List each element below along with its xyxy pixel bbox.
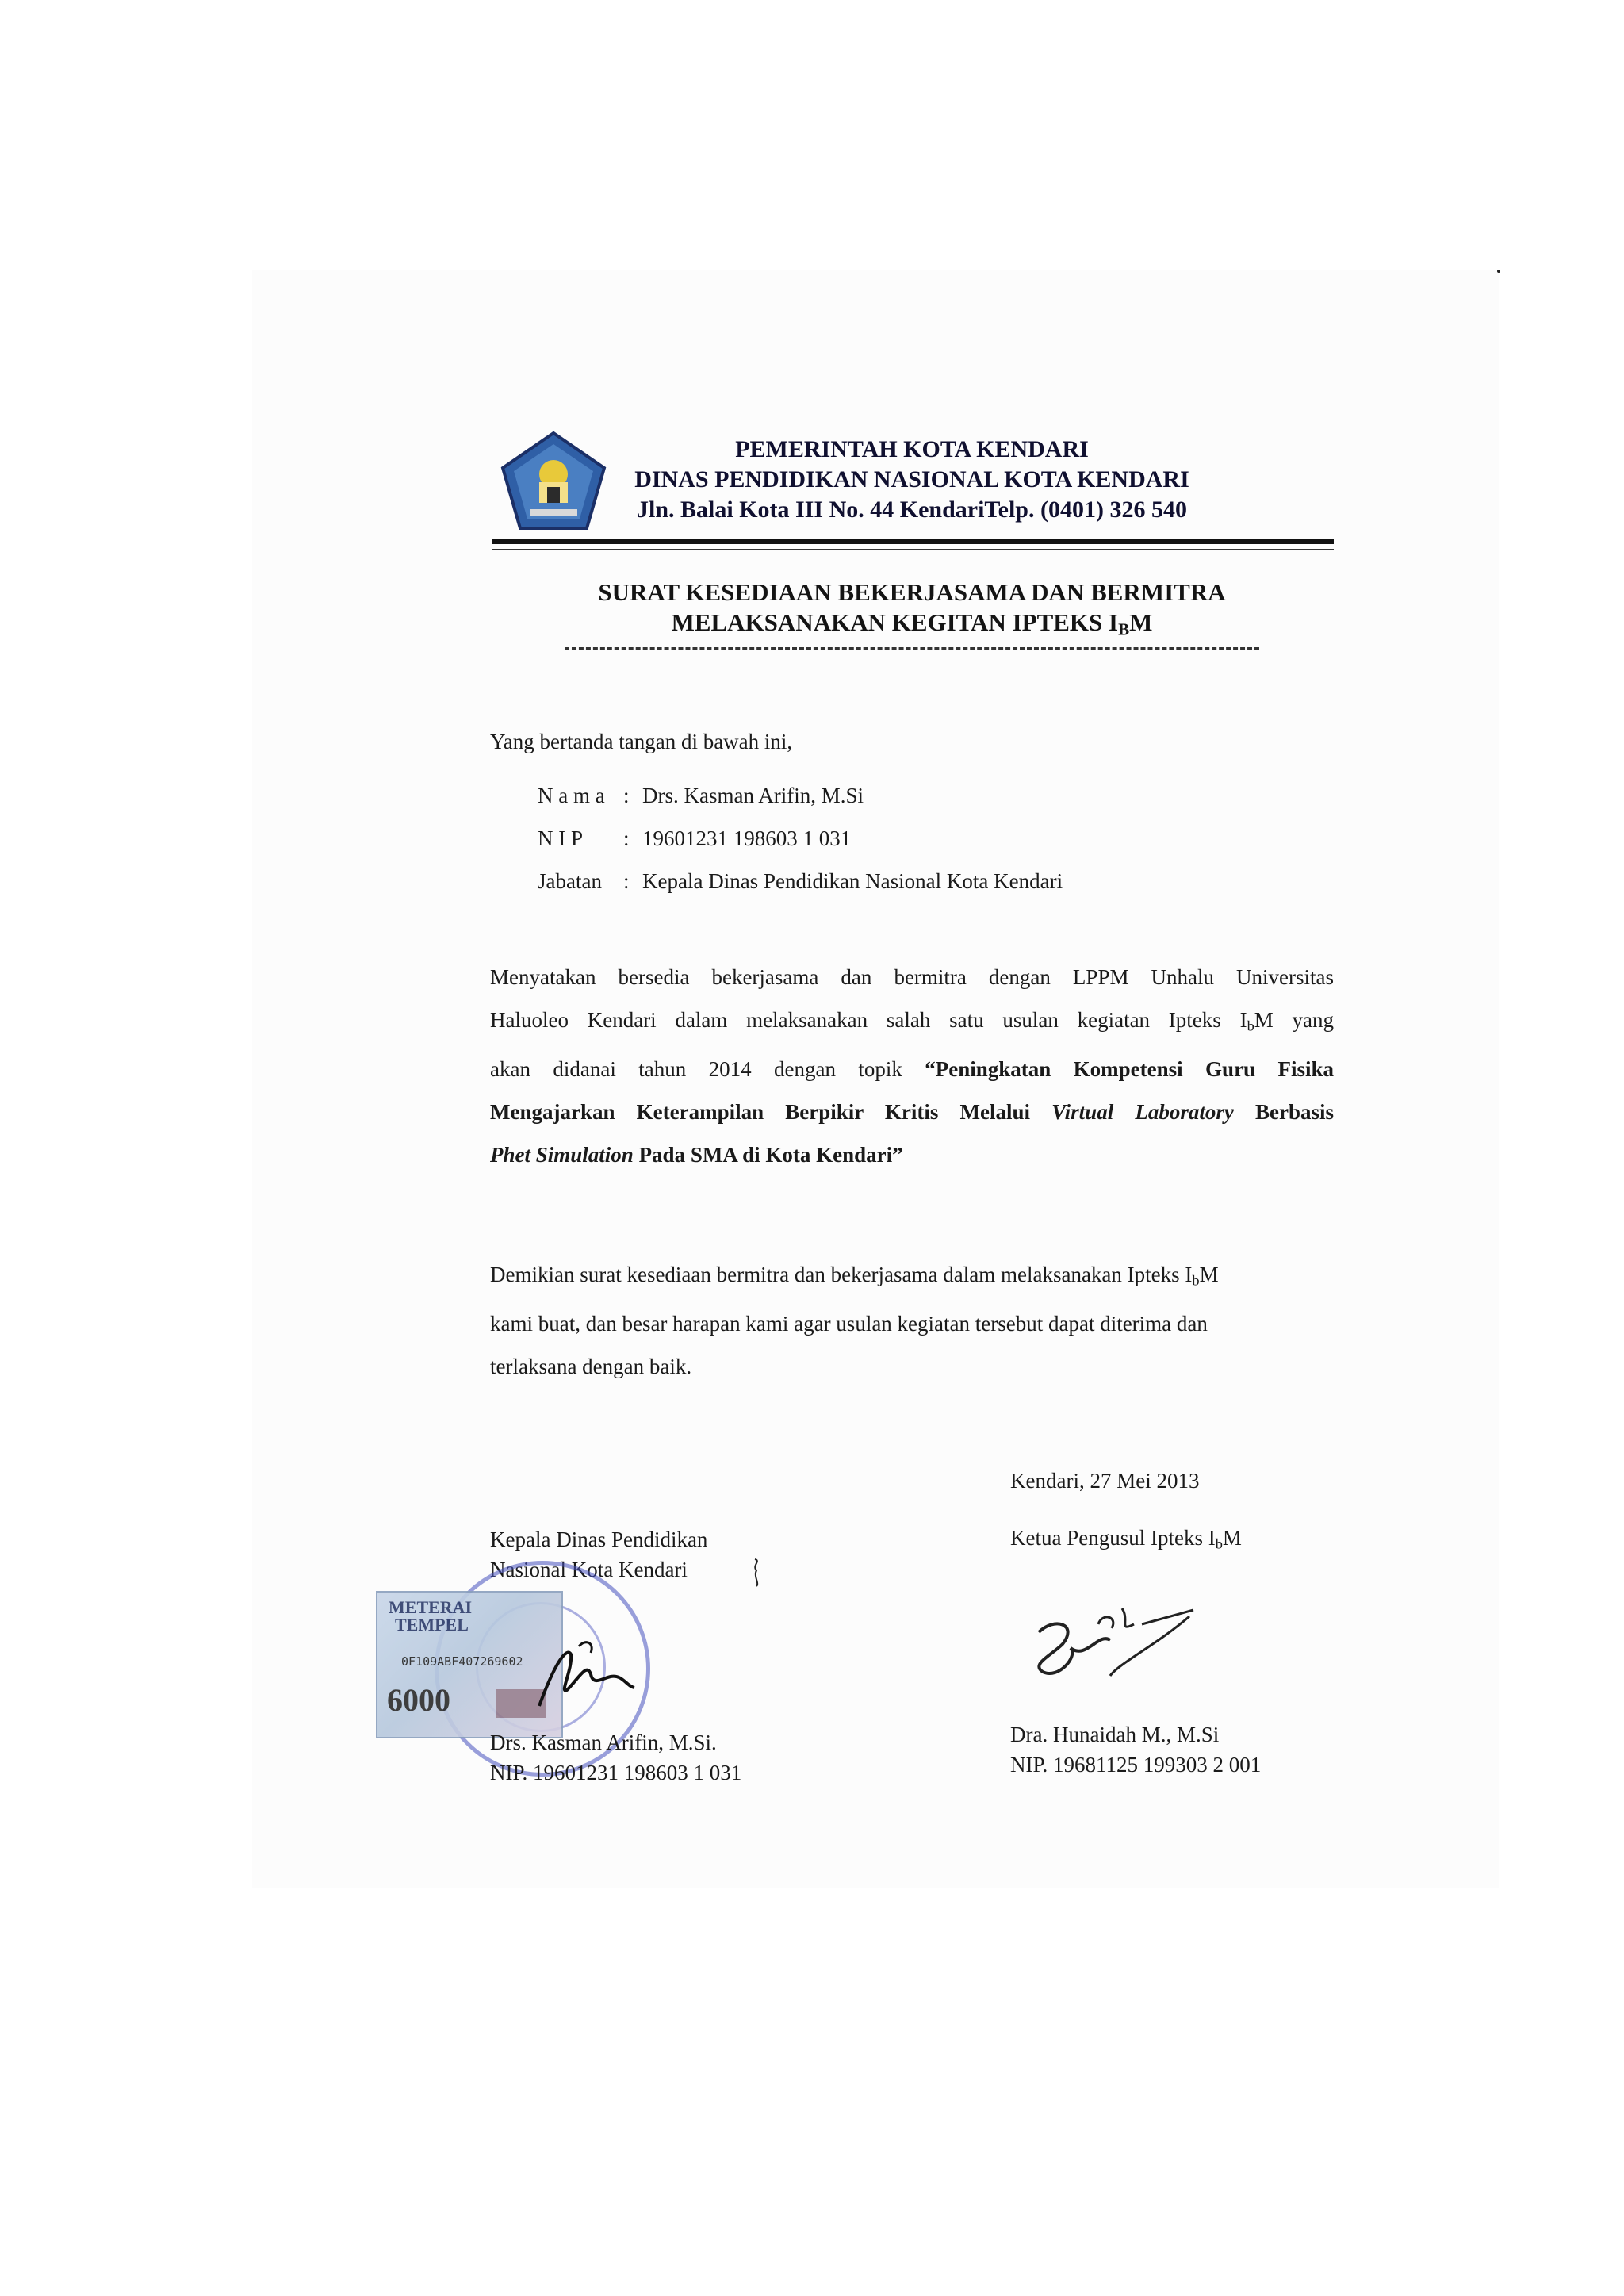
statement-line-2 (490, 999, 1334, 1048)
signatory-left-line-2: Nasional Kota Kendari (490, 1558, 688, 1581)
signatory-right-role (1010, 1523, 1242, 1559)
signature-left (523, 1631, 642, 1718)
statement-paragraph (490, 956, 1334, 1176)
revenue-stamp-code: 0F109ABF407269602 (401, 1654, 523, 1669)
field-row-jabatan (538, 860, 1063, 903)
letterhead-rule-thin (492, 549, 1334, 550)
closing-paragraph (490, 1253, 1334, 1388)
ibm-m: M (1199, 1263, 1219, 1286)
signatory-right-name: Dra. Hunaidah M., M.Si (1010, 1723, 1220, 1746)
statement-line-3 (490, 1048, 1334, 1091)
field-value: Kepala Dinas Pendidikan Nasional Kota Kendari (642, 868, 1063, 893)
statement-text: akan didanai tahun 2014 dengan topik (490, 1056, 925, 1081)
intro-text: Yang bertanda tangan di bawah ini, (490, 730, 793, 753)
field-colon: : (623, 826, 630, 850)
revenue-stamp-label-2: TEMPEL (395, 1615, 469, 1635)
letter-title (508, 577, 1316, 644)
letterhead-rule (492, 539, 1334, 544)
title-line-2-end: M (1129, 608, 1153, 636)
field-colon: : (623, 868, 630, 893)
signatory-left-name: Drs. Kasman Arifin, M.Si. (490, 1731, 717, 1754)
statement-line-4 (490, 1091, 1334, 1133)
field-colon: : (623, 783, 630, 807)
kota-kendari-emblem-icon (498, 430, 609, 533)
letterhead-address: Jln. Balai Kota III No. 44 KendariTelp. (0401) 326 540 (637, 496, 1187, 523)
letter-date: Kendari, 27 Mei 2013 (1010, 1469, 1200, 1493)
ibm-sub: b (1247, 1018, 1254, 1034)
field-row-nip (538, 817, 1063, 860)
signatory-right-name-block (1010, 1719, 1261, 1780)
statement-line-1: Menyatakan bersedia bekerjasama dan bermitra dengan LPPM Unhalu Universitas (490, 965, 1334, 989)
role-text: Ketua Pengusul Ipteks (1010, 1526, 1208, 1550)
statement-text: yang (1273, 1008, 1335, 1032)
ibm-m: M (1222, 1526, 1242, 1550)
signature-right (1023, 1600, 1205, 1696)
ibm-i: I (1185, 1263, 1193, 1286)
statement-text: Haluoleo Kendari dalam melaksanakan salah satu usulan kegiatan Ipteks (490, 1008, 1240, 1032)
title-subscript: B (1118, 619, 1130, 639)
field-label: N a m a (538, 783, 605, 807)
title-line-2 (508, 608, 1316, 644)
revenue-stamp-value: 6000 (387, 1682, 450, 1718)
pen-mark (749, 1556, 764, 1588)
signatory-right-nip: NIP. 19681125 199303 2 001 (1010, 1753, 1262, 1777)
signatory-left-nip: NIP. 19601231 198603 1 031 (490, 1761, 742, 1784)
signatory-left-name-block (490, 1727, 741, 1788)
title-dashed-rule (565, 647, 1259, 650)
revenue-stamp-label-1: METERAI (389, 1597, 473, 1617)
topic-text: “Peningkatan Kompetensi Guru Fisika (925, 1056, 1334, 1081)
topic-text: Berbasis (1233, 1099, 1334, 1124)
letterhead-line-1: PEMERINTAH KOTA KENDARI (735, 436, 1089, 462)
scan-speck (1497, 270, 1500, 273)
closing-line-1 (490, 1253, 1334, 1302)
ibm-sub: b (1215, 1535, 1223, 1552)
closing-text: Demikian surat kesediaan bermitra dan bekerjasama dalam melaksanakan Ipteks (490, 1263, 1185, 1286)
title-line-1: SURAT KESEDIAAN BEKERJASAMA DAN BERMITRA (598, 578, 1226, 606)
field-label: N I P (538, 826, 584, 850)
closing-line-3: terlaksana dengan baik. (490, 1354, 692, 1378)
signatory-right (1010, 1466, 1242, 1559)
revenue-stamp-label (389, 1599, 472, 1634)
ibm-sub: b (1192, 1272, 1200, 1289)
identity-fields (538, 774, 1063, 903)
topic-italic: Phet Simulation (490, 1142, 634, 1167)
ibm-m: M (1254, 1008, 1274, 1032)
title-line-2-text: MELAKSANAKAN KEGITAN IPTEKS I (671, 608, 1119, 636)
field-row-name (538, 774, 1063, 817)
field-label: Jabatan (538, 868, 602, 893)
signatory-left-line-1: Kepala Dinas Pendidikan (490, 1527, 708, 1551)
ibm-i: I (1208, 1526, 1216, 1550)
letterhead (619, 435, 1205, 525)
statement-line-5 (490, 1133, 1334, 1176)
letterhead-line-2: DINAS PENDIDIKAN NASIONAL KOTA KENDARI (634, 466, 1189, 493)
topic-text: Mengajarkan Keterampilan Berpikir Kritis Melalui (490, 1099, 1052, 1124)
topic-italic: Virtual Laboratory (1051, 1099, 1234, 1124)
field-value: 19601231 198603 1 031 (642, 826, 852, 850)
closing-line-2: kami buat, dan besar harapan kami agar usulan kegiatan tersebut dapat diterima dan (490, 1311, 1208, 1336)
ibm-i: I (1239, 1008, 1247, 1032)
field-value: Drs. Kasman Arifin, M.Si (642, 783, 864, 807)
topic-text: Pada SMA di Kota Kendari” (633, 1142, 903, 1167)
